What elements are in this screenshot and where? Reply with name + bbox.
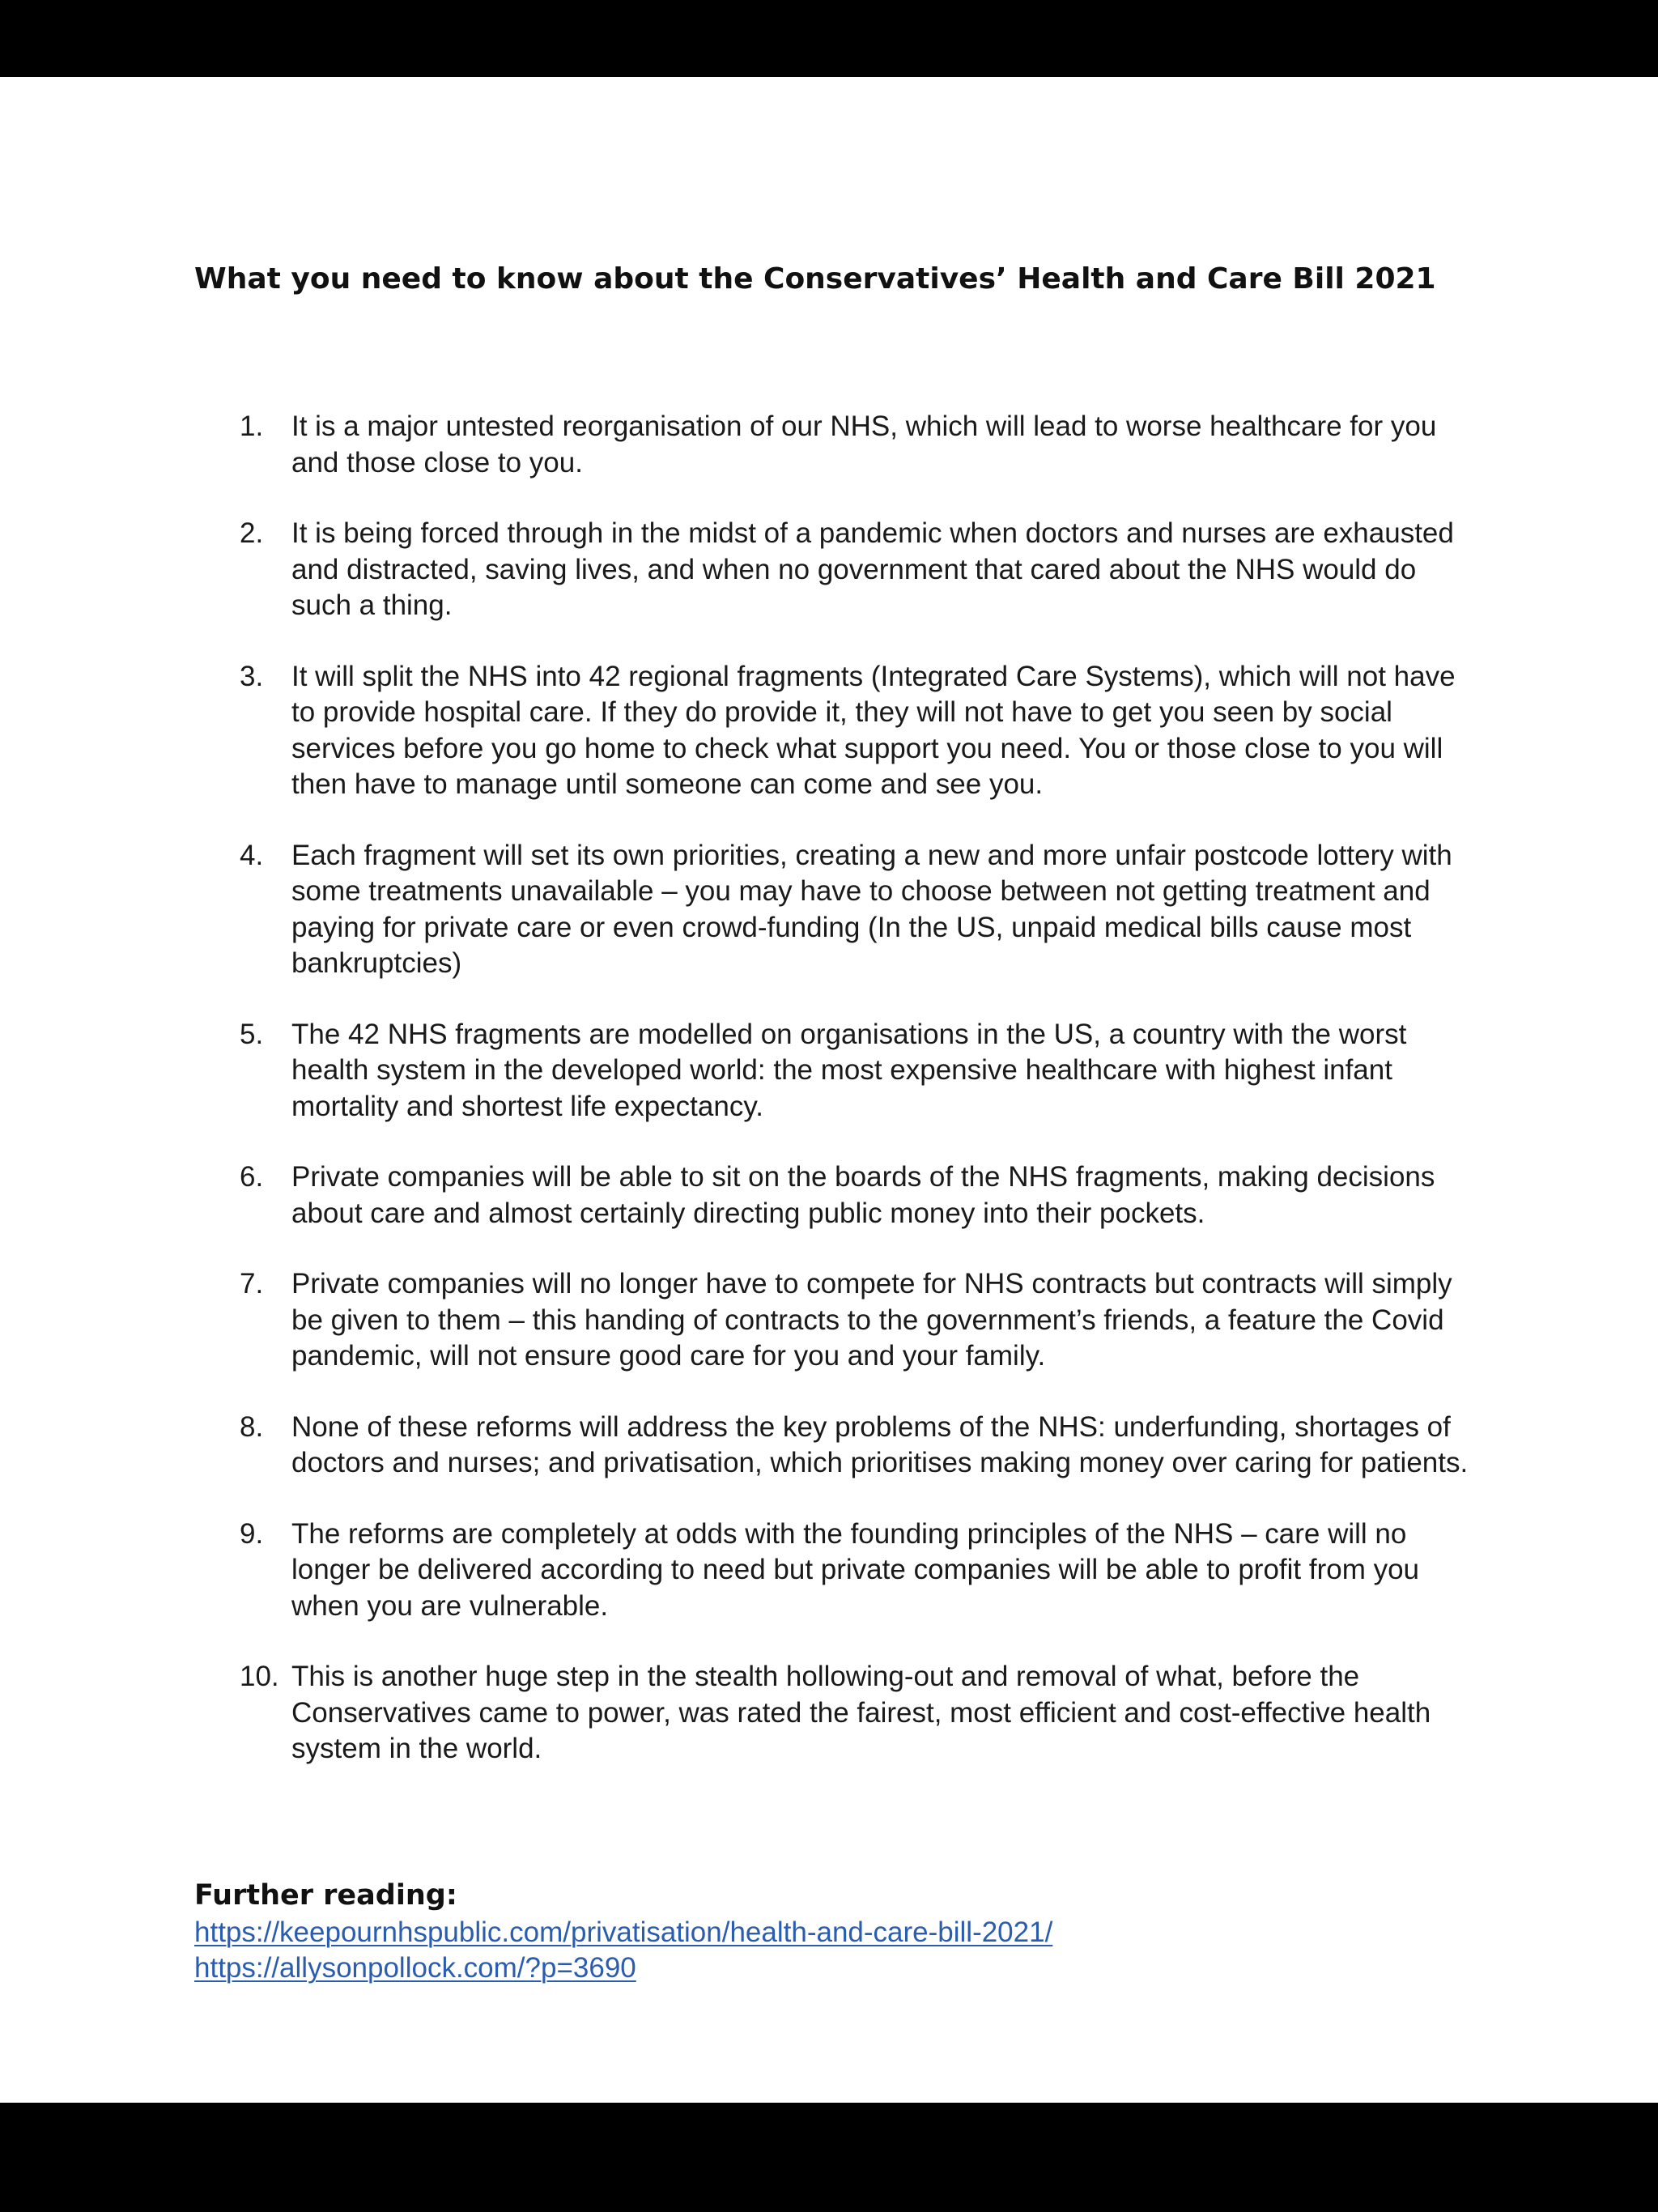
further-reading-link-keepournhspublic[interactable]: https://keepournhspublic.com/privatisation/health-and-care-bill-2021/ [194,1916,1053,1948]
list-item-text: Private companies will be able to sit on the boards of the NHS fragments, making decisions about care and almost certainly directing public money into their pockets. [291,1161,1435,1229]
list-item-text: Each fragment will set its own priorities, creating a new and more unfair postcode lottery with some treatments unavailable – you may have to choose between not getting treatment and paying for private care or even crowd-funding (In the US, unpaid medical bills cause most bankruptcies) [291,839,1452,979]
list-item-number: 9. [240,1517,264,1550]
list-item [240,659,1470,803]
further-reading-heading: Further reading: [194,1879,457,1912]
list-item-number: 3. [240,660,264,692]
list-item [240,1410,1470,1482]
list-item-text: The reforms are completely at odds with the founding principles of the NHS – care will no longer be delivered according to need but private companies will be able to profit from you when you are vulnerable. [291,1517,1420,1622]
points-list [240,409,1470,1802]
bottom-letterbox-bar [0,2103,1658,2212]
list-item-number: 5. [240,1018,264,1050]
document-title: What you need to know about the Conservatives’ Health and Care Bill 2021 [194,262,1436,296]
list-item-number: 8. [240,1410,264,1443]
further-reading-section [194,1876,1490,1986]
list-item [240,1659,1470,1767]
list-item [240,1017,1470,1125]
further-reading-link-allysonpollock[interactable]: https://allysonpollock.com/?p=3690 [194,1952,636,1984]
list-item-text: This is another huge step in the stealth hollowing-out and removal of what, before the Conservatives came to power, was rated the fairest, most efficient and cost-effective health system in the world. [291,1661,1431,1764]
list-item [240,1159,1470,1231]
list-item-number: 1. [240,410,264,442]
list-item-number: 6. [240,1161,264,1193]
list-item-text: It is being forced through in the midst of a pandemic when doctors and nurses are exhausted and distracted, saving lives, and when no government that cared about the NHS would do such a thing. [291,517,1454,621]
list-item [240,516,1470,624]
list-item-number: 2. [240,517,264,549]
document-page [0,77,1658,2103]
list-item [240,1516,1470,1625]
list-item [240,1266,1470,1375]
list-item-text: It will split the NHS into 42 regional fragments (Integrated Care Systems), which will not have to provide hospital care. If they do provide it, they will not have to get you seen by social services before you go home to check what support you need. You or those close to you will then have to manage until someone can come and see you. [291,660,1456,800]
list-item-number: 4. [240,839,264,871]
list-item-text: The 42 NHS fragments are modelled on organisations in the US, a country with the worst health system in the developed world: the most expensive healthcare with highest infant mortality and shortest life expectancy. [291,1018,1407,1122]
list-item-text: It is a major untested reorganisation of our NHS, which will lead to worse healthcare for you and those close to you. [291,410,1437,479]
list-item-text: None of these reforms will address the key problems of the NHS: underfunding, shortages of doctors and nurses; and privatisation, which prioritises making money over caring for patients. [291,1410,1469,1478]
top-letterbox-bar [0,0,1658,77]
list-item-number: 10. [240,1661,279,1692]
list-item [240,409,1470,481]
list-item [240,838,1470,982]
list-item-number: 7. [240,1268,264,1300]
list-item-text: Private companies will no longer have to compete for NHS contracts but contracts will simply be given to them – this handing of contracts to the government’s friends, a feature the Covid pandemic, will not ensure good care for you and your family. [291,1268,1452,1372]
